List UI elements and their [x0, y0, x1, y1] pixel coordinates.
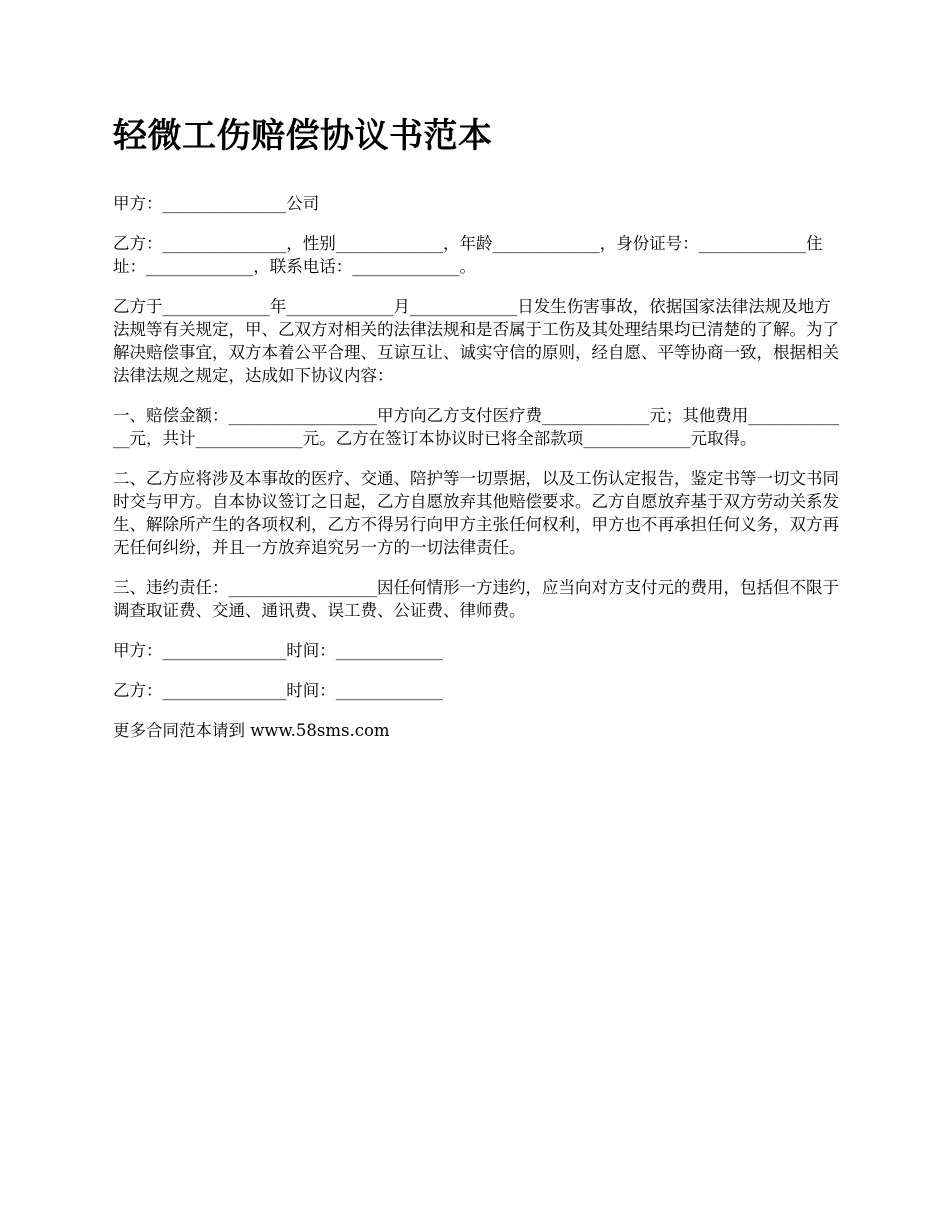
accident-description: 乙方于_____________年_____________月_____________日发生伤害事故，依据国家法律法规及地方法规等有关规定，甲、乙双方对相关的法律法规和是否属于工伤及其处理结果均已清楚的了解。为了解决赔偿事宜，双方本着公平合理、互谅互让、诚实守信的原则，经自愿、平等协商一致，根据相关法律法规之规定，达成如下协议内容： [113, 297, 839, 385]
party-b-info: 乙方：_______________，性别_____________，年龄_____________，身份证号：_____________住址：_____________，联系电话：_____________。 [113, 234, 823, 276]
party-a-line: 甲方：_______________公司 [113, 194, 320, 213]
document-title: 轻微工伤赔偿协议书范本 [113, 116, 493, 156]
footer-link-text: 更多合同范本请到 www.58sms.com [113, 721, 390, 740]
clause-compensation-amount: 一、赔偿金额：__________________甲方向乙方支付医疗费_____________元；其他费用_____________元，共计_____________元。乙方在签订本协议时已将全部款项_____________元取得。 [113, 406, 839, 448]
signature-party-a: 甲方：_______________时间：_____________ [113, 641, 443, 660]
clause-documents-waiver: 二、乙方应将涉及本事故的医疗、交通、陪护等一切票据，以及工伤认定报告，鉴定书等一切文书同时交与甲方。自本协议签订之日起，乙方自愿放弃其他赔偿要求。乙方自愿放弃基于双方劳动关系发生、解除所产生的各项权利，乙方不得另行向甲方主张任何权利，甲方也不再承担任何义务，双方再无任何纠纷，并且一方放弃追究另一方的一切法律责任。 [113, 469, 839, 557]
signature-party-b: 乙方：_______________时间：_____________ [113, 681, 443, 700]
document-page [113, 110, 843, 759]
clause-breach-liability: 三、违约责任：__________________因任何情形一方违约，应当向对方支付元的费用，包括但不限于调查取证费、交通、通讯费、误工费、公证费、律师费。 [113, 578, 839, 620]
